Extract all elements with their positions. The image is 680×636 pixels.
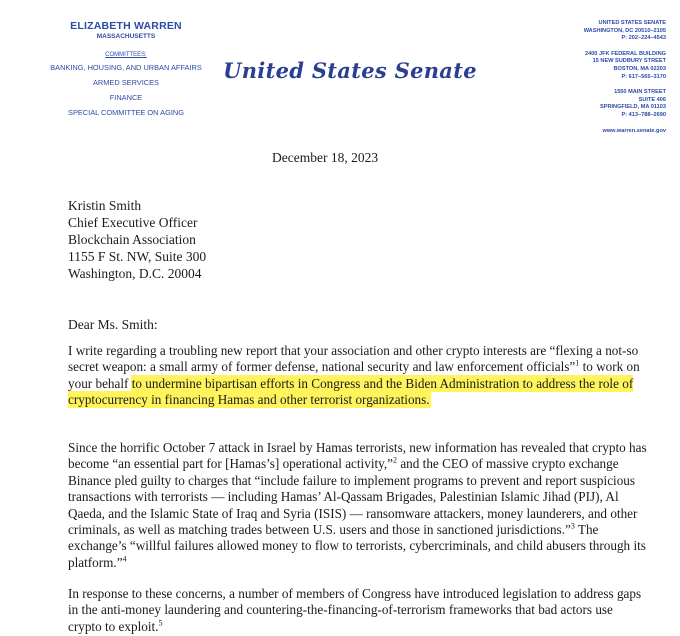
footnote-ref: 1 [575,359,580,369]
salutation: Dear Ms. Smith: [68,317,158,332]
recipient-city: Washington, D.C. 20004 [68,266,202,281]
office-addresses [548,20,666,135]
paragraph-text: In response to these concerns, a number of members of Congress have introduced legislation to address gaps in the anti-money laundering and countering-the-financing-of-terrorism frameworks that bad actors use crypto to exploit. [68,586,642,634]
senator-state: MASSACHUSETTS [96,33,156,40]
footnote-ref: 4 [122,554,127,564]
footnote-ref: 2 [393,456,398,466]
office-boston [548,51,666,81]
office-springfield [548,89,666,119]
paragraph-text: and the CEO of massive crypto exchange Binance pled guilty to charges that “include failure to implement programs to prevent and report suspicious transactions with terrorists — including Hamas’ Al-Qassam Brigades, Palestinian Islamic Jihad (PIJ), Al Qaeda, and the Islamic State of Iraq and Syria (ISIS) — ransomware attackers, money launderers, and other criminals, as well as matching trades between U.S. users and those in sanctioned jurisdictions.” [68,456,638,538]
footnote-ref: 3 [570,521,575,531]
paragraph-3 [68,586,648,635]
committee-list [46,60,206,120]
paragraph-text: to work on your behalf [68,359,640,391]
office-line: BOSTON, MA 02203 [613,65,666,72]
paragraph-text: The exchange’s “willful failures allowed money to flow to terrorists, cybercriminals, and child abusers through its platform.” [68,522,646,570]
office-phone: P: 413–788–2690 [621,111,666,118]
paragraph-text: I write regarding a troubling new report that your association and other crypto interests are “flexing a not-so secret weapon: a small army of former defense, national security and law enforcement officials” [68,343,639,375]
committee-item: FINANCE [109,93,143,102]
paragraph-text: Since the horrific October 7 attack in Israel by Hamas terrorists, new information has revealed that crypto has become “an essential part for [Hamas’s] operational activity,” [68,440,647,472]
recipient-address [68,197,206,282]
footnote-ref: 5 [158,618,163,628]
senator-letterhead [46,20,206,120]
office-phone: P: 202–224–4543 [621,35,666,42]
paragraph-1 [68,343,648,409]
office-dc [548,20,666,43]
recipient-title: Chief Executive Officer [68,215,198,230]
highlighted-text: to undermine bipartisan efforts in Congress and the Biden Administration to address the role of cryptocurrency in financing Hamas and other terrorist organizations. [68,375,634,408]
senate-title: United States Senate [223,58,477,83]
office-line: 2400 JFK FEDERAL BUILDING [584,50,666,57]
letter-date: December 18, 2023 [272,150,379,165]
office-line: 1550 MAIN STREET [614,89,666,96]
recipient-organization: Blockchain Association [68,232,196,247]
office-line: WASHINGTON, DC 20510–2105 [583,27,666,34]
senator-name: ELIZABETH WARREN [70,20,182,32]
office-line: UNITED STATES SENATE [598,20,666,26]
office-line: SPRINGFIELD, MA 01103 [599,104,666,111]
recipient-name: Kristin Smith [68,198,142,213]
office-phone: P: 617–565–3170 [621,73,666,80]
office-line: 15 NEW SUDBURY STREET [592,58,666,65]
committee-item: BANKING, HOUSING, AND URBAN AFFAIRS [50,63,202,72]
website-link[interactable]: www.warren.senate.gov [602,127,666,134]
recipient-street: 1155 F St. NW, Suite 300 [68,249,207,264]
paragraph-2 [68,440,648,571]
committee-item: SPECIAL COMMITTEE ON AGING [68,108,184,117]
office-line: SUITE 406 [638,96,666,103]
committee-item: ARMED SERVICES [93,78,159,87]
committees-heading: COMMITTEES: [105,52,147,58]
